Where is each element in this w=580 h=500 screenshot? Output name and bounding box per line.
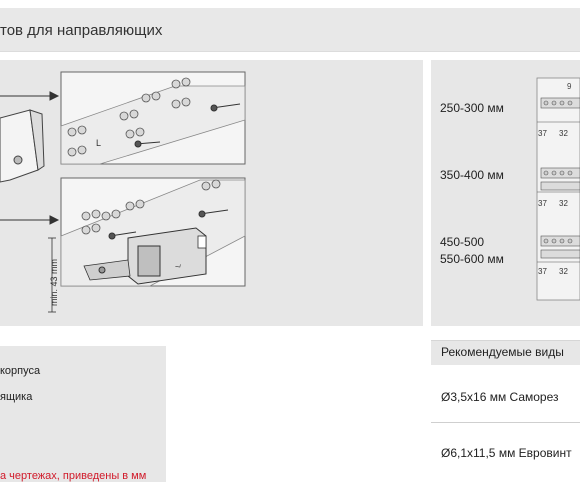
recommended-item-1: Ø3,5x16 мм Саморез (441, 390, 559, 404)
recommended-title: Рекомендуемые виды (441, 345, 564, 359)
range-label-3: 450-500 (440, 235, 485, 249)
rail-dim-1a: 37 (538, 129, 547, 138)
min-height-label: min. 43 mm (49, 258, 59, 306)
note-dimensions-red: а чертежах, приведены в мм (0, 470, 147, 482)
rail-dim-1b: 32 (559, 129, 568, 138)
range-label-4: 550-600 мм (440, 252, 504, 266)
lower-detail-box (48, 178, 245, 312)
rail-dim-2b: 32 (559, 199, 568, 208)
recommended-item-2: Ø6,1x11,5 мм Евровинт (441, 446, 572, 460)
arrow-upper (0, 92, 58, 100)
rail-dim-2a: 37 (538, 199, 547, 208)
installation-diagram-panel (0, 60, 423, 326)
rail-dim-3b: 32 (559, 267, 568, 276)
note-line-2: ящика (0, 391, 33, 403)
installation-diagram (0, 60, 423, 326)
note-line-1: корпуса (0, 365, 41, 377)
recommended-divider (431, 422, 580, 423)
rail-sizes-panel (431, 60, 580, 326)
bracket-illustration (0, 110, 44, 182)
rail-top-label: 9 (567, 82, 572, 91)
range-label-2: 350-400 мм (440, 168, 504, 182)
rail-hole-drawings (431, 60, 580, 326)
page-title: тов для направляющих (0, 22, 163, 39)
upper-detail-box (61, 72, 245, 164)
range-label-1: 250-300 мм (440, 101, 504, 115)
arrow-lower (0, 216, 58, 224)
svg-text:L: L (96, 138, 102, 148)
rail-hole-group-1 (541, 98, 580, 108)
svg-text:L: L (175, 263, 183, 269)
rail-dim-3a: 37 (538, 267, 547, 276)
